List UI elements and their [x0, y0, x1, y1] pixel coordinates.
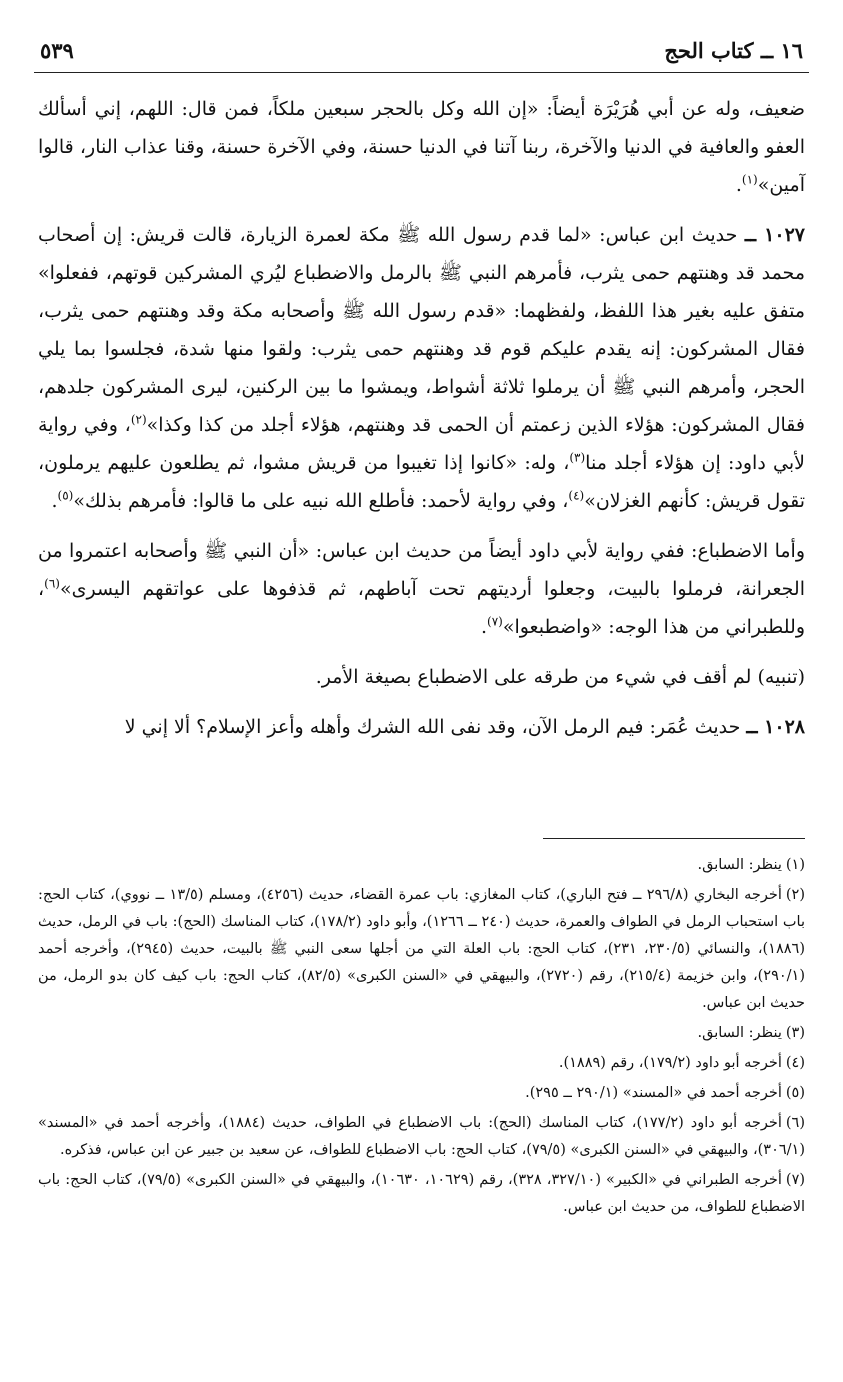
paragraph [38, 532, 805, 646]
footnotes [38, 852, 805, 1224]
footnote-label: (٦) [785, 1115, 805, 1131]
hadith-number: ١٠٢٨ ــ [746, 716, 805, 738]
footnote-ref[interactable]: (٥) [57, 488, 74, 503]
paragraph-text: ، وللطبراني من هذا الوجه: «واضطبعوا» [38, 578, 805, 638]
page-number: ٥٣٩ [40, 38, 74, 63]
footnote-label: (٤) [785, 1055, 805, 1071]
paragraph-text: ، وله: «كانوا إذا تغيبوا من قريش مشوا، ثم يطلعون عليهم يرملون، تقول قريش: كأنهم الغزلان» [38, 452, 805, 512]
punctuation: . [735, 174, 742, 196]
footnote [38, 1080, 805, 1107]
footnote-text: أخرجه البخاري (٢٩٦/٨ ــ فتح الباري)، كتاب المغازي: باب عمرة القضاء، حديث (٤٢٥٦)، ومسلم (١٣/٥ ــ نووي)، كتاب الحج: باب استحباب الرمل في الطواف والعمرة، حديث (٢٤٠ ــ ١٢٦٦)، وأبو داود (١٧٨/٢)، كتاب المناسك (الحج): باب في الرمل، حديث (١٨٨٦)، والنسائي (٢٣٠/٥، ٢٣١)، كتاب الحج: باب العلة التي من أجلها سعى النبي ﷺ بالبيت، حديث (٢٩٤٥)، وأخرجه أحمد (٢٩٠/١)، وابن خزيمة (٢١٥/٤)، رقم (٢٧٢٠)، والبيهقي في «السنن الكبرى» (٨٢/٥)، كتاب الحج: باب كيف كان بدو الرمل، من حديث ابن عباس. [38, 887, 805, 1011]
footnote-text: أخرجه أبو داود (١٧٧/٢)، كتاب المناسك (الحج): باب الاضطباع في الطواف، حديث (١٨٨٤)، وأخرجه أحمد في «المسند» (٣٠٦/١)، والبيهقي في «السنن الكبرى» (٧٩/٥)، كتاب الحج: باب الاضطباع للطواف، عن سعيد بن جبير عن ابن عباس، فذكره. [38, 1115, 805, 1158]
punctuation: . [51, 490, 58, 512]
paragraph-text: ، وفي رواية لأحمد: فأطلع الله نبيه على ما قالوا: فأمرهم بذلك» [73, 490, 569, 512]
paragraph-text: ضعيف، وله عن أبي هُرَيْرَة أيضاً: «إن الله وكل بالحجر سبعين ملكاً، فمن قال: اللهم، إني أسألك العفو والعافية في الدنيا والآخرة، ربنا آتنا في الدنيا حسنة، وفي الآخرة حسنة، وقنا عذاب النار، قالوا آمين» [38, 98, 805, 196]
footnote [38, 882, 805, 1017]
footnote-ref[interactable]: (٤) [568, 488, 585, 503]
footnote-text: ينظر: السابق. [697, 1025, 782, 1041]
footnote-ref[interactable]: (١) [741, 172, 758, 187]
paragraph-text: وأما الاضطباع: ففي رواية لأبي داود أيضاً من حديث ابن عباس: «أن النبي ﷺ وأصحابه اعتمروا من الجعرانة، فرملوا بالبيت، وجعلوا أرديتهم تحت آباطهم، ثم قذفوها على عواتقهم اليسرى» [38, 540, 805, 600]
footnote-text: أخرجه الطبراني في «الكبير» (٣٢٧/١٠، ٣٢٨)، رقم (١٠٦٢٩، ١٠٦٣٠)، والبيهقي في «السنن الكبرى» (٧٩/٥)، كتاب الحج: باب الاضطباع للطواف، من حديث ابن عباس. [38, 1172, 805, 1215]
footnote-label: (٥) [785, 1085, 805, 1101]
footnote-label: (٧) [785, 1172, 806, 1188]
footnote-label: (١) [785, 857, 805, 873]
paragraph [38, 90, 805, 204]
paragraph-text: حديث عُمَر: فيم الرمل الآن، وقد نفى الله الشرك وأهله وأعز الإسلام؟ ألا إني لا [124, 716, 747, 738]
footnote [38, 1167, 805, 1221]
footnote [38, 1110, 805, 1164]
footnote-ref[interactable]: (٦) [44, 576, 60, 591]
paragraph-text: (تنبيه) لم أقف في شيء من طرقه على الاضطباع بصيغة الأمر. [315, 666, 805, 688]
footnote [38, 1020, 805, 1047]
paragraph-text: حديث ابن عباس: «لما قدم رسول الله ﷺ مكة لعمرة الزيارة، قالت قريش: إن أصحاب محمد قد وهنتهم حمى يثرب، فأمرهم النبي ﷺ بالرمل والاضطباع ليُري المشركين قوتهم، ففعلوا» متفق عليه بغير هذا اللفظ، ولفظهما: «قدم رسول الله ﷺ وأصحابه مكة وقد وهنتهم حمى يثرب، فقال المشركون: إنه يقدم عليكم قوم قد وهنتهم حمى يثرب: ولقوا منها شدة، فجلسوا بما يلي الحجر، وأمرهم النبي ﷺ أن يرملوا ثلاثة أشواط، ويمشوا ما بين الركنين، ليرى المشركون جلدهم، فقال المشركون: هؤلاء الذين زعمتم أن الحمى قد وهنتهم، هؤلاء أجلد من كذا وكذا» [38, 224, 805, 436]
footnote-text: أخرجه أبو داود (١٧٩/٢)، رقم (١٨٨٩). [558, 1055, 782, 1071]
paragraph [38, 658, 805, 696]
footnote-text: ينظر: السابق. [697, 857, 782, 873]
footnote-label: (٢) [785, 887, 805, 903]
footnote-ref[interactable]: (٣) [569, 450, 586, 465]
footnote-text: أخرجه أحمد في «المسند» (٢٩٠/١ ــ ٢٩٥). [525, 1085, 782, 1101]
paragraph-text: ، وفي رواية لأبي داود: إن هؤلاء أجلد منا [38, 414, 805, 474]
footnote-ref[interactable]: (٢) [130, 412, 147, 427]
page-header [34, 32, 809, 73]
footnote-label: (٣) [785, 1025, 805, 1041]
main-text [38, 90, 805, 758]
footnote-ref[interactable]: (٧) [487, 614, 503, 629]
footnote [38, 1050, 805, 1077]
footnote [38, 852, 805, 879]
punctuation: . [480, 616, 487, 638]
running-head: ١٦ ــ كتاب الحج [664, 38, 803, 63]
footnote-divider [543, 838, 805, 839]
paragraph [38, 216, 805, 520]
hadith-number: ١٠٢٧ ــ [744, 224, 805, 246]
paragraph [38, 708, 805, 746]
